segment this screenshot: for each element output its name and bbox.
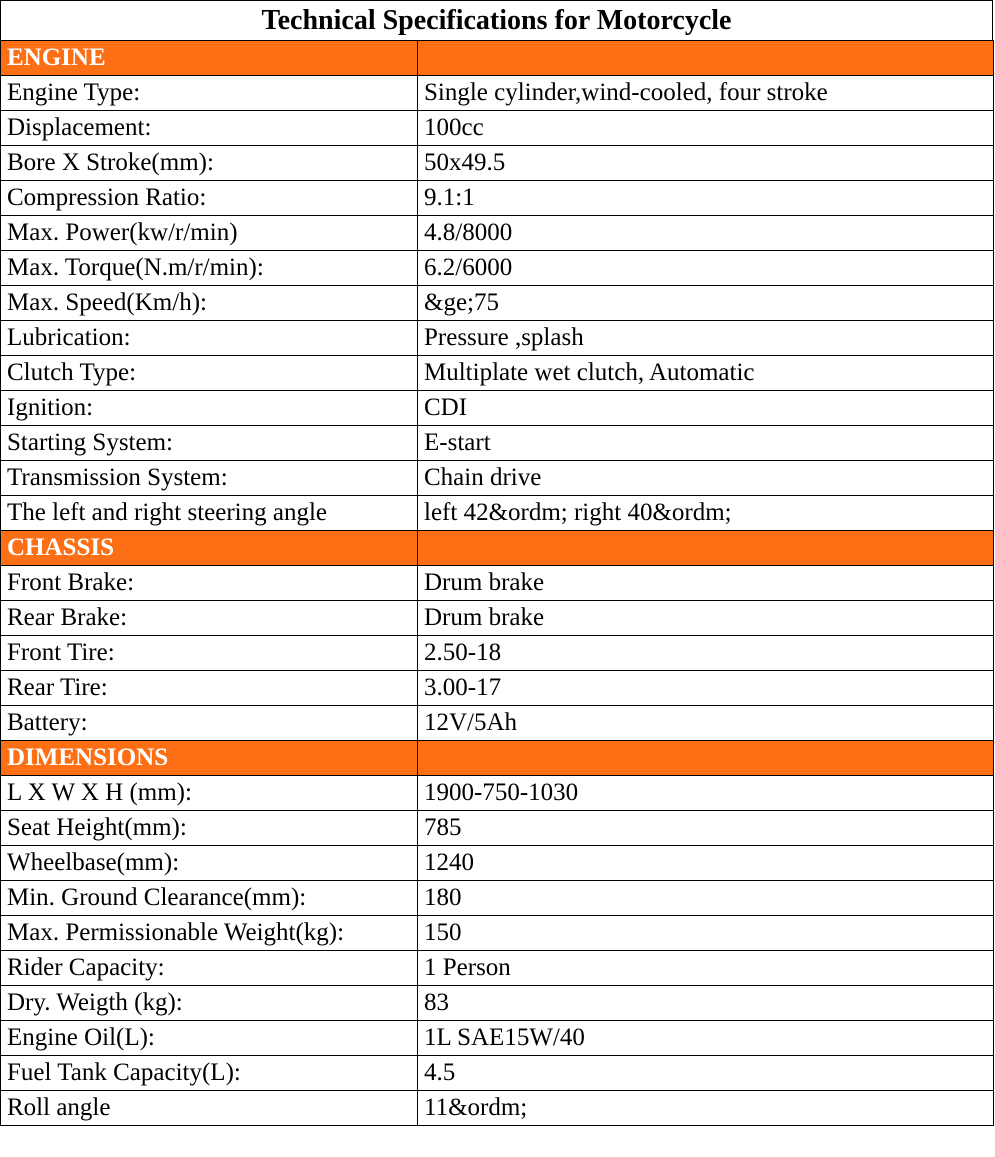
spec-value: Multiplate wet clutch, Automatic [418,356,994,391]
section-header-engine [1,41,994,76]
table-row [1,426,994,461]
spec-label: Front Tire: [1,636,418,671]
spec-value: 4.8/8000 [418,216,994,251]
spec-label: Max. Power(kw/r/min) [1,216,418,251]
table-row [1,1091,994,1126]
table-row [1,671,994,706]
spec-value: 1 Person [418,951,994,986]
spec-label: Max. Permissionable Weight(kg): [1,916,418,951]
spec-value: 150 [418,916,994,951]
spec-label: Rear Brake: [1,601,418,636]
spec-value: Drum brake [418,601,994,636]
spec-value: 100cc [418,111,994,146]
spec-value: &ge;75 [418,286,994,321]
table-row [1,881,994,916]
spec-label: Battery: [1,706,418,741]
spec-value: 1900-750-1030 [418,776,994,811]
spec-label: Min. Ground Clearance(mm): [1,881,418,916]
spec-value: E-start [418,426,994,461]
table-row [1,461,994,496]
spec-label: Ignition: [1,391,418,426]
table-row [1,1056,994,1091]
spec-label: Seat Height(mm): [1,811,418,846]
table-row [1,146,994,181]
spec-label: Rider Capacity: [1,951,418,986]
spec-label: The left and right steering angle [1,496,418,531]
table-row [1,356,994,391]
spec-label: Wheelbase(mm): [1,846,418,881]
table-row [1,951,994,986]
spec-value: 2.50-18 [418,636,994,671]
table-row [1,1021,994,1056]
spec-table-body [1,41,994,1126]
table-row [1,776,994,811]
spec-value: CDI [418,391,994,426]
table-row [1,636,994,671]
table-row [1,216,994,251]
spec-value: Chain drive [418,461,994,496]
spec-label: Rear Tire: [1,671,418,706]
section-header-chassis [1,531,994,566]
table-row [1,76,994,111]
spec-label: Starting System: [1,426,418,461]
table-row [1,251,994,286]
spec-label: Lubrication: [1,321,418,356]
spec-value: 1L SAE15W/40 [418,1021,994,1056]
section-blank-cell [418,531,994,566]
table-row [1,916,994,951]
spec-label: Bore X Stroke(mm): [1,146,418,181]
table-row [1,391,994,426]
spec-value: 11&ordm; [418,1091,994,1126]
spec-value: left 42&ordm; right 40&ordm; [418,496,994,531]
spec-value: 83 [418,986,994,1021]
section-title: CHASSIS [1,531,418,566]
spec-table [0,40,994,1126]
table-row [1,601,994,636]
spec-value: 6.2/6000 [418,251,994,286]
spec-value: Single cylinder,wind-cooled, four stroke [418,76,994,111]
section-title: DIMENSIONS [1,741,418,776]
spec-label: Dry. Weigth (kg): [1,986,418,1021]
spec-value: 180 [418,881,994,916]
spec-value: 785 [418,811,994,846]
spec-label: Engine Oil(L): [1,1021,418,1056]
table-row [1,811,994,846]
table-row [1,111,994,146]
spec-label: Displacement: [1,111,418,146]
section-header-dimensions [1,741,994,776]
spec-label: Max. Speed(Km/h): [1,286,418,321]
spec-value: 9.1:1 [418,181,994,216]
spec-label: L X W X H (mm): [1,776,418,811]
spec-label: Roll angle [1,1091,418,1126]
table-row [1,321,994,356]
spec-label: Transmission System: [1,461,418,496]
spec-value: 1240 [418,846,994,881]
spec-label: Fuel Tank Capacity(L): [1,1056,418,1091]
spec-label: Engine Type: [1,76,418,111]
spec-label: Front Brake: [1,566,418,601]
table-row [1,286,994,321]
spec-label: Clutch Type: [1,356,418,391]
spec-value: 4.5 [418,1056,994,1091]
table-row [1,846,994,881]
spec-label: Compression Ratio: [1,181,418,216]
table-row [1,566,994,601]
section-blank-cell [418,41,994,76]
section-title: ENGINE [1,41,418,76]
spec-label: Max. Torque(N.m/r/min): [1,251,418,286]
table-row [1,181,994,216]
table-row [1,986,994,1021]
section-blank-cell [418,741,994,776]
page-title: Technical Specifications for Motorcycle [0,0,993,40]
spec-value: 12V/5Ah [418,706,994,741]
table-row [1,706,994,741]
table-row [1,496,994,531]
spec-value: Pressure ,splash [418,321,994,356]
spec-value: 50x49.5 [418,146,994,181]
spec-value: 3.00-17 [418,671,994,706]
spec-value: Drum brake [418,566,994,601]
